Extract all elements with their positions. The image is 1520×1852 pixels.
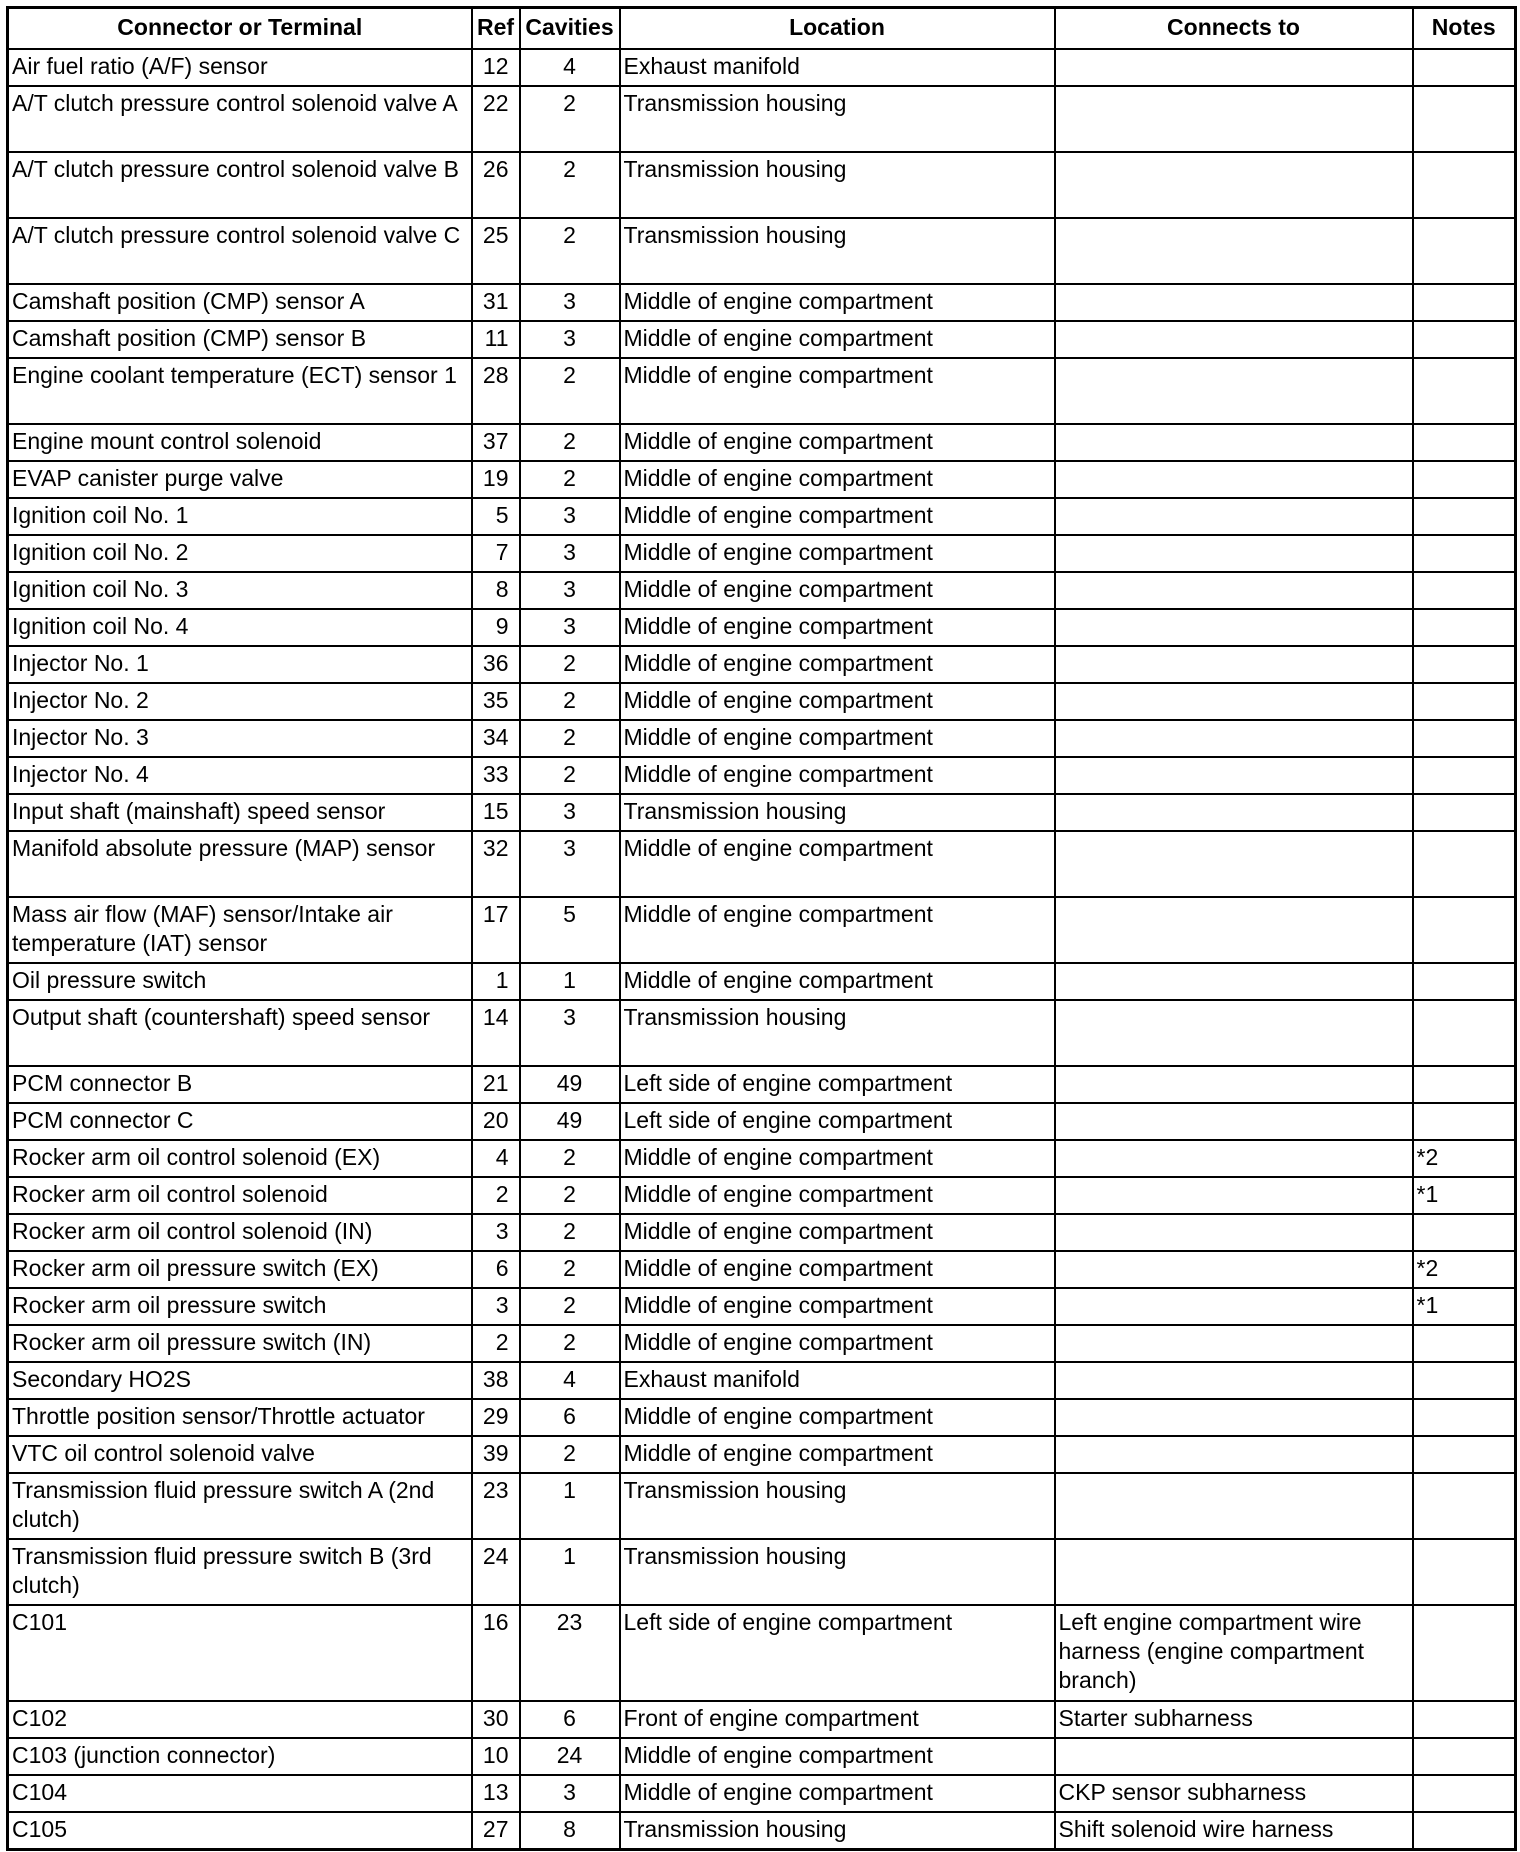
cell-connects-to bbox=[1055, 1251, 1413, 1288]
cell-connector: EVAP canister purge valve bbox=[8, 461, 472, 498]
cell-connects-to: Shift solenoid wire harness bbox=[1055, 1812, 1413, 1850]
cell-notes bbox=[1413, 572, 1516, 609]
table-row bbox=[8, 1775, 1516, 1812]
cell-connector: Engine mount control solenoid bbox=[8, 424, 472, 461]
cell-cavities: 1 bbox=[520, 1539, 620, 1605]
cell-connects-to bbox=[1055, 1214, 1413, 1251]
cell-location: Middle of engine compartment bbox=[620, 831, 1055, 897]
cell-connector: Injector No. 3 bbox=[8, 720, 472, 757]
cell-ref: 3 bbox=[472, 1214, 520, 1251]
cell-connector: C103 (junction connector) bbox=[8, 1738, 472, 1775]
cell-connects-to bbox=[1055, 284, 1413, 321]
cell-notes bbox=[1413, 1362, 1516, 1399]
cell-connector: Input shaft (mainshaft) speed sensor bbox=[8, 794, 472, 831]
cell-ref: 9 bbox=[472, 609, 520, 646]
header-cavities: Cavities bbox=[520, 8, 620, 50]
cell-connector: Rocker arm oil control solenoid (EX) bbox=[8, 1140, 472, 1177]
cell-connector: Ignition coil No. 1 bbox=[8, 498, 472, 535]
cell-connects-to bbox=[1055, 1325, 1413, 1362]
cell-cavities: 3 bbox=[520, 535, 620, 572]
table-row bbox=[8, 535, 1516, 572]
cell-ref: 38 bbox=[472, 1362, 520, 1399]
cell-connector: Transmission fluid pressure switch B (3rd clutch) bbox=[8, 1539, 472, 1605]
cell-connector: Oil pressure switch bbox=[8, 963, 472, 1000]
cell-cavities: 2 bbox=[520, 1436, 620, 1473]
cell-connects-to bbox=[1055, 1738, 1413, 1775]
cell-notes bbox=[1413, 1605, 1516, 1701]
cell-location: Middle of engine compartment bbox=[620, 321, 1055, 358]
cell-notes: *2 bbox=[1413, 1140, 1516, 1177]
table-row bbox=[8, 1325, 1516, 1362]
cell-connector: C102 bbox=[8, 1701, 472, 1738]
cell-cavities: 3 bbox=[520, 1000, 620, 1066]
table-row bbox=[8, 720, 1516, 757]
cell-cavities: 24 bbox=[520, 1738, 620, 1775]
cell-connects-to bbox=[1055, 831, 1413, 897]
cell-connects-to: Starter subharness bbox=[1055, 1701, 1413, 1738]
table-row bbox=[8, 1288, 1516, 1325]
cell-notes bbox=[1413, 963, 1516, 1000]
cell-location: Middle of engine compartment bbox=[620, 646, 1055, 683]
cell-cavities: 2 bbox=[520, 358, 620, 424]
cell-location: Middle of engine compartment bbox=[620, 1214, 1055, 1251]
cell-connects-to bbox=[1055, 1362, 1413, 1399]
cell-notes bbox=[1413, 1399, 1516, 1436]
cell-ref: 3 bbox=[472, 1288, 520, 1325]
cell-cavities: 3 bbox=[520, 1775, 620, 1812]
cell-connects-to bbox=[1055, 1000, 1413, 1066]
cell-connector: Throttle position sensor/Throttle actuator bbox=[8, 1399, 472, 1436]
cell-location: Middle of engine compartment bbox=[620, 535, 1055, 572]
table-row bbox=[8, 152, 1516, 218]
table-row bbox=[8, 1701, 1516, 1738]
cell-connector: Output shaft (countershaft) speed sensor bbox=[8, 1000, 472, 1066]
cell-location: Middle of engine compartment bbox=[620, 963, 1055, 1000]
cell-ref: 27 bbox=[472, 1812, 520, 1850]
cell-connector: Rocker arm oil control solenoid (IN) bbox=[8, 1214, 472, 1251]
cell-ref: 32 bbox=[472, 831, 520, 897]
cell-cavities: 6 bbox=[520, 1701, 620, 1738]
cell-location: Middle of engine compartment bbox=[620, 1140, 1055, 1177]
cell-location: Transmission housing bbox=[620, 86, 1055, 152]
cell-location: Transmission housing bbox=[620, 152, 1055, 218]
cell-connector: A/T clutch pressure control solenoid valve C bbox=[8, 218, 472, 284]
cell-location: Middle of engine compartment bbox=[620, 1251, 1055, 1288]
cell-connects-to bbox=[1055, 683, 1413, 720]
cell-ref: 10 bbox=[472, 1738, 520, 1775]
cell-notes bbox=[1413, 321, 1516, 358]
cell-location: Middle of engine compartment bbox=[620, 1288, 1055, 1325]
cell-ref: 25 bbox=[472, 218, 520, 284]
cell-connector: Camshaft position (CMP) sensor B bbox=[8, 321, 472, 358]
cell-connector: A/T clutch pressure control solenoid valve A bbox=[8, 86, 472, 152]
cell-ref: 15 bbox=[472, 794, 520, 831]
cell-location: Transmission housing bbox=[620, 218, 1055, 284]
cell-ref: 26 bbox=[472, 152, 520, 218]
cell-cavities: 3 bbox=[520, 321, 620, 358]
cell-location: Transmission housing bbox=[620, 794, 1055, 831]
cell-location: Exhaust manifold bbox=[620, 49, 1055, 86]
cell-connects-to bbox=[1055, 572, 1413, 609]
cell-connects-to bbox=[1055, 1539, 1413, 1605]
cell-notes: *1 bbox=[1413, 1288, 1516, 1325]
cell-cavities: 3 bbox=[520, 831, 620, 897]
cell-connector: Manifold absolute pressure (MAP) sensor bbox=[8, 831, 472, 897]
cell-connects-to bbox=[1055, 757, 1413, 794]
cell-location: Middle of engine compartment bbox=[620, 572, 1055, 609]
cell-location: Transmission housing bbox=[620, 1539, 1055, 1605]
cell-ref: 34 bbox=[472, 720, 520, 757]
cell-connector: Mass air flow (MAF) sensor/Intake air temperature (IAT) sensor bbox=[8, 897, 472, 963]
cell-location: Middle of engine compartment bbox=[620, 1399, 1055, 1436]
cell-cavities: 2 bbox=[520, 218, 620, 284]
cell-connector: Secondary HO2S bbox=[8, 1362, 472, 1399]
cell-location: Middle of engine compartment bbox=[620, 609, 1055, 646]
cell-cavities: 23 bbox=[520, 1605, 620, 1701]
cell-location: Front of engine compartment bbox=[620, 1701, 1055, 1738]
cell-cavities: 5 bbox=[520, 897, 620, 963]
table-row bbox=[8, 1539, 1516, 1605]
cell-connector: Air fuel ratio (A/F) sensor bbox=[8, 49, 472, 86]
cell-ref: 14 bbox=[472, 1000, 520, 1066]
table-header-row bbox=[8, 8, 1516, 50]
cell-notes bbox=[1413, 720, 1516, 757]
table-row bbox=[8, 609, 1516, 646]
cell-connector: Ignition coil No. 4 bbox=[8, 609, 472, 646]
cell-connector: Rocker arm oil pressure switch (EX) bbox=[8, 1251, 472, 1288]
cell-ref: 37 bbox=[472, 424, 520, 461]
cell-connects-to bbox=[1055, 794, 1413, 831]
cell-connects-to bbox=[1055, 1436, 1413, 1473]
cell-ref: 6 bbox=[472, 1251, 520, 1288]
cell-cavities: 2 bbox=[520, 646, 620, 683]
cell-ref: 30 bbox=[472, 1701, 520, 1738]
cell-location: Middle of engine compartment bbox=[620, 498, 1055, 535]
table-row bbox=[8, 572, 1516, 609]
cell-ref: 23 bbox=[472, 1473, 520, 1539]
table-row bbox=[8, 1473, 1516, 1539]
table-row bbox=[8, 86, 1516, 152]
cell-ref: 7 bbox=[472, 535, 520, 572]
table-body bbox=[8, 49, 1516, 1850]
cell-location: Left side of engine compartment bbox=[620, 1605, 1055, 1701]
cell-notes bbox=[1413, 1812, 1516, 1850]
cell-cavities: 2 bbox=[520, 86, 620, 152]
cell-notes bbox=[1413, 424, 1516, 461]
cell-location: Middle of engine compartment bbox=[620, 1325, 1055, 1362]
table-row bbox=[8, 1066, 1516, 1103]
cell-location: Middle of engine compartment bbox=[620, 358, 1055, 424]
cell-cavities: 6 bbox=[520, 1399, 620, 1436]
header-notes: Notes bbox=[1413, 8, 1516, 50]
cell-cavities: 2 bbox=[520, 683, 620, 720]
cell-location: Middle of engine compartment bbox=[620, 897, 1055, 963]
cell-ref: 5 bbox=[472, 498, 520, 535]
cell-notes bbox=[1413, 1103, 1516, 1140]
cell-ref: 11 bbox=[472, 321, 520, 358]
cell-cavities: 3 bbox=[520, 609, 620, 646]
table-row bbox=[8, 1251, 1516, 1288]
table-row bbox=[8, 1177, 1516, 1214]
cell-connector: C105 bbox=[8, 1812, 472, 1850]
cell-cavities: 3 bbox=[520, 794, 620, 831]
cell-notes bbox=[1413, 646, 1516, 683]
cell-ref: 20 bbox=[472, 1103, 520, 1140]
header-connector: Connector or Terminal bbox=[8, 8, 472, 50]
cell-location: Middle of engine compartment bbox=[620, 1775, 1055, 1812]
cell-cavities: 49 bbox=[520, 1066, 620, 1103]
table-row bbox=[8, 424, 1516, 461]
cell-connector: Injector No. 1 bbox=[8, 646, 472, 683]
table-row bbox=[8, 646, 1516, 683]
table-row bbox=[8, 794, 1516, 831]
cell-connector: C104 bbox=[8, 1775, 472, 1812]
cell-cavities: 1 bbox=[520, 1473, 620, 1539]
cell-ref: 31 bbox=[472, 284, 520, 321]
cell-cavities: 2 bbox=[520, 1325, 620, 1362]
table-row bbox=[8, 1103, 1516, 1140]
cell-connects-to bbox=[1055, 86, 1413, 152]
cell-ref: 39 bbox=[472, 1436, 520, 1473]
cell-ref: 1 bbox=[472, 963, 520, 1000]
cell-connects-to: CKP sensor subharness bbox=[1055, 1775, 1413, 1812]
cell-connects-to bbox=[1055, 1473, 1413, 1539]
cell-notes: *2 bbox=[1413, 1251, 1516, 1288]
cell-connector: Rocker arm oil pressure switch bbox=[8, 1288, 472, 1325]
cell-connects-to bbox=[1055, 1177, 1413, 1214]
cell-notes bbox=[1413, 284, 1516, 321]
cell-connector: Rocker arm oil pressure switch (IN) bbox=[8, 1325, 472, 1362]
table-row bbox=[8, 1000, 1516, 1066]
table-row bbox=[8, 1140, 1516, 1177]
cell-notes bbox=[1413, 609, 1516, 646]
cell-location: Middle of engine compartment bbox=[620, 683, 1055, 720]
cell-connects-to bbox=[1055, 897, 1413, 963]
cell-location: Transmission housing bbox=[620, 1473, 1055, 1539]
header-ref: Ref bbox=[472, 8, 520, 50]
cell-ref: 36 bbox=[472, 646, 520, 683]
cell-location: Middle of engine compartment bbox=[620, 284, 1055, 321]
cell-connects-to bbox=[1055, 1140, 1413, 1177]
cell-connector: PCM connector C bbox=[8, 1103, 472, 1140]
table-row bbox=[8, 897, 1516, 963]
cell-ref: 12 bbox=[472, 49, 520, 86]
table-row bbox=[8, 284, 1516, 321]
cell-cavities: 2 bbox=[520, 1214, 620, 1251]
cell-connector: Ignition coil No. 2 bbox=[8, 535, 472, 572]
cell-location: Middle of engine compartment bbox=[620, 461, 1055, 498]
cell-ref: 2 bbox=[472, 1325, 520, 1362]
cell-cavities: 2 bbox=[520, 424, 620, 461]
cell-connects-to bbox=[1055, 1103, 1413, 1140]
cell-notes bbox=[1413, 683, 1516, 720]
cell-cavities: 2 bbox=[520, 1177, 620, 1214]
cell-connector: C101 bbox=[8, 1605, 472, 1701]
cell-connects-to bbox=[1055, 1288, 1413, 1325]
cell-cavities: 1 bbox=[520, 963, 620, 1000]
table-row bbox=[8, 963, 1516, 1000]
cell-connects-to bbox=[1055, 321, 1413, 358]
cell-connector: Transmission fluid pressure switch A (2nd clutch) bbox=[8, 1473, 472, 1539]
table-row bbox=[8, 1605, 1516, 1701]
cell-location: Middle of engine compartment bbox=[620, 424, 1055, 461]
cell-notes bbox=[1413, 1000, 1516, 1066]
cell-cavities: 3 bbox=[520, 284, 620, 321]
cell-connects-to bbox=[1055, 646, 1413, 683]
cell-cavities: 2 bbox=[520, 757, 620, 794]
cell-connector: Rocker arm oil control solenoid bbox=[8, 1177, 472, 1214]
cell-ref: 4 bbox=[472, 1140, 520, 1177]
cell-cavities: 4 bbox=[520, 1362, 620, 1399]
cell-ref: 35 bbox=[472, 683, 520, 720]
cell-ref: 29 bbox=[472, 1399, 520, 1436]
table-row bbox=[8, 1738, 1516, 1775]
cell-notes bbox=[1413, 461, 1516, 498]
cell-ref: 13 bbox=[472, 1775, 520, 1812]
cell-cavities: 2 bbox=[520, 1251, 620, 1288]
cell-ref: 17 bbox=[472, 897, 520, 963]
cell-connector: Ignition coil No. 3 bbox=[8, 572, 472, 609]
cell-location: Transmission housing bbox=[620, 1812, 1055, 1850]
cell-notes bbox=[1413, 218, 1516, 284]
cell-notes bbox=[1413, 1701, 1516, 1738]
cell-notes bbox=[1413, 152, 1516, 218]
table-row bbox=[8, 1399, 1516, 1436]
cell-connector: Engine coolant temperature (ECT) sensor 1 bbox=[8, 358, 472, 424]
cell-connector: A/T clutch pressure control solenoid valve B bbox=[8, 152, 472, 218]
cell-connects-to bbox=[1055, 963, 1413, 1000]
cell-cavities: 2 bbox=[520, 1288, 620, 1325]
cell-notes bbox=[1413, 1539, 1516, 1605]
cell-cavities: 8 bbox=[520, 1812, 620, 1850]
table-row bbox=[8, 358, 1516, 424]
cell-notes bbox=[1413, 1066, 1516, 1103]
table-row bbox=[8, 683, 1516, 720]
cell-ref: 22 bbox=[472, 86, 520, 152]
cell-connects-to bbox=[1055, 461, 1413, 498]
cell-notes bbox=[1413, 794, 1516, 831]
cell-connects-to bbox=[1055, 358, 1413, 424]
cell-location: Left side of engine compartment bbox=[620, 1103, 1055, 1140]
cell-connects-to bbox=[1055, 49, 1413, 86]
cell-ref: 33 bbox=[472, 757, 520, 794]
table-row bbox=[8, 1214, 1516, 1251]
cell-connector: Injector No. 4 bbox=[8, 757, 472, 794]
cell-connects-to bbox=[1055, 218, 1413, 284]
cell-cavities: 2 bbox=[520, 461, 620, 498]
cell-ref: 19 bbox=[472, 461, 520, 498]
cell-notes bbox=[1413, 535, 1516, 572]
cell-cavities: 3 bbox=[520, 572, 620, 609]
cell-location: Exhaust manifold bbox=[620, 1362, 1055, 1399]
cell-notes bbox=[1413, 86, 1516, 152]
cell-notes bbox=[1413, 1436, 1516, 1473]
cell-connects-to bbox=[1055, 609, 1413, 646]
cell-connector: PCM connector B bbox=[8, 1066, 472, 1103]
table-row bbox=[8, 1812, 1516, 1850]
cell-notes bbox=[1413, 831, 1516, 897]
header-location: Location bbox=[620, 8, 1055, 50]
cell-notes bbox=[1413, 897, 1516, 963]
cell-location: Left side of engine compartment bbox=[620, 1066, 1055, 1103]
cell-notes bbox=[1413, 1473, 1516, 1539]
cell-connects-to bbox=[1055, 1399, 1413, 1436]
cell-location: Middle of engine compartment bbox=[620, 757, 1055, 794]
cell-cavities: 2 bbox=[520, 720, 620, 757]
cell-location: Middle of engine compartment bbox=[620, 1738, 1055, 1775]
cell-notes bbox=[1413, 1325, 1516, 1362]
cell-connects-to bbox=[1055, 424, 1413, 461]
cell-notes bbox=[1413, 1738, 1516, 1775]
connector-table bbox=[6, 6, 1517, 1851]
header-connects-to: Connects to bbox=[1055, 8, 1413, 50]
cell-location: Middle of engine compartment bbox=[620, 720, 1055, 757]
table-row bbox=[8, 321, 1516, 358]
cell-ref: 24 bbox=[472, 1539, 520, 1605]
table-row bbox=[8, 831, 1516, 897]
cell-notes bbox=[1413, 757, 1516, 794]
cell-notes: *1 bbox=[1413, 1177, 1516, 1214]
cell-notes bbox=[1413, 358, 1516, 424]
cell-connects-to bbox=[1055, 720, 1413, 757]
cell-cavities: 2 bbox=[520, 1140, 620, 1177]
table-row bbox=[8, 1436, 1516, 1473]
cell-location: Middle of engine compartment bbox=[620, 1436, 1055, 1473]
cell-connector: Injector No. 2 bbox=[8, 683, 472, 720]
table-row bbox=[8, 461, 1516, 498]
cell-notes bbox=[1413, 49, 1516, 86]
cell-ref: 8 bbox=[472, 572, 520, 609]
cell-cavities: 4 bbox=[520, 49, 620, 86]
cell-cavities: 2 bbox=[520, 152, 620, 218]
cell-ref: 21 bbox=[472, 1066, 520, 1103]
cell-cavities: 3 bbox=[520, 498, 620, 535]
cell-connects-to: Left engine compartment wire harness (engine compartment branch) bbox=[1055, 1605, 1413, 1701]
cell-ref: 16 bbox=[472, 1605, 520, 1701]
cell-ref: 28 bbox=[472, 358, 520, 424]
table-row bbox=[8, 218, 1516, 284]
cell-connector: VTC oil control solenoid valve bbox=[8, 1436, 472, 1473]
cell-ref: 2 bbox=[472, 1177, 520, 1214]
cell-cavities: 49 bbox=[520, 1103, 620, 1140]
cell-notes bbox=[1413, 1214, 1516, 1251]
table-row bbox=[8, 757, 1516, 794]
cell-connects-to bbox=[1055, 152, 1413, 218]
table-row bbox=[8, 49, 1516, 86]
cell-connects-to bbox=[1055, 498, 1413, 535]
cell-connects-to bbox=[1055, 535, 1413, 572]
table-row bbox=[8, 1362, 1516, 1399]
cell-notes bbox=[1413, 498, 1516, 535]
cell-connector: Camshaft position (CMP) sensor A bbox=[8, 284, 472, 321]
cell-notes bbox=[1413, 1775, 1516, 1812]
table-row bbox=[8, 498, 1516, 535]
cell-location: Transmission housing bbox=[620, 1000, 1055, 1066]
cell-connects-to bbox=[1055, 1066, 1413, 1103]
cell-location: Middle of engine compartment bbox=[620, 1177, 1055, 1214]
